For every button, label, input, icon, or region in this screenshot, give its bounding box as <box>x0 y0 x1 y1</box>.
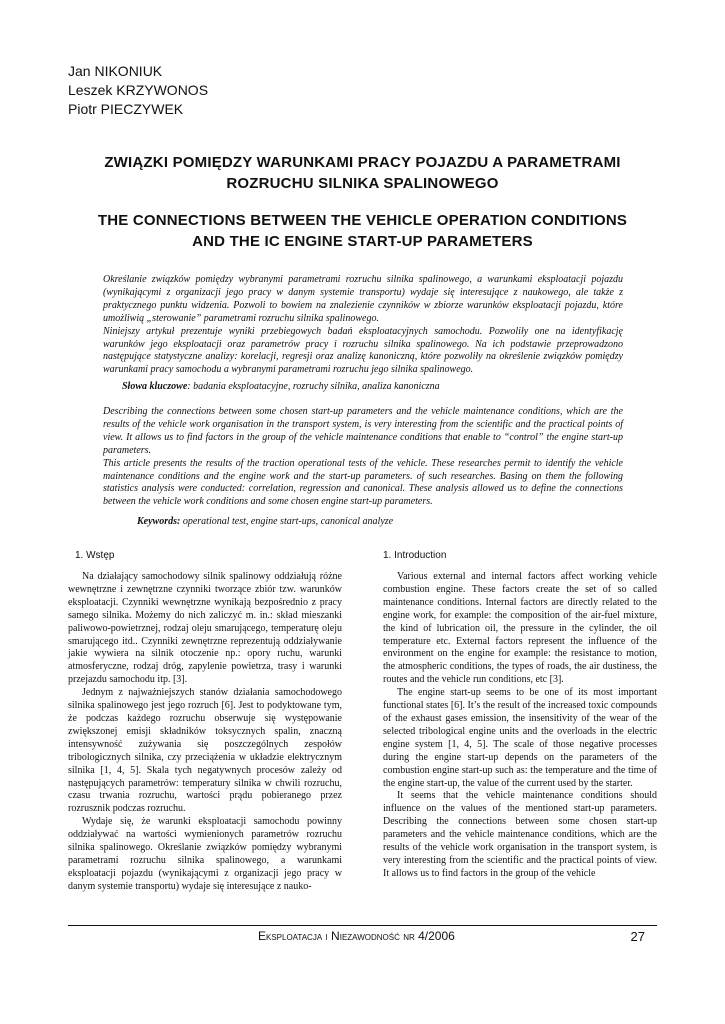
abstract-polish <box>103 274 623 377</box>
abstract-english <box>103 406 623 509</box>
abstract-paragraph: Describing the connections between some chosen start-up parameters and the vehicle maintenance conditions, which are the results of the vehicle work organisation in the transport system, is very interesting from the scientific and the practical points of view. It allows us to find factors in the group of the vehicle maintenance conditions that enable to “control” the engine start-up parameters. <box>103 406 623 456</box>
author-list <box>68 62 208 119</box>
keywords-english <box>137 515 393 528</box>
author-name: Piotr PIECZYWEK <box>68 101 184 117</box>
body-paragraph: Wydaje się, że warunki eksploatacji samochodu powinny oddziaływać na wartości wymienionych parametrów rozruchu silnika spalinowego. Określanie związków pomiędzy wybranymi parametrami rozruchu silnika spalinowego, a warunkami eksploatacji pojazdu (wynikającymi z organizacji jego pracy w danym systemie transportu) wydaje się interesujące z nauko- <box>68 816 342 892</box>
body-paragraph: Na działający samochodowy silnik spalinowy oddziałują różne wewnętrzne i zewnętrzne czynniki tworzące zbiór tzw. warunków eksploatacji. Czynniki wewnętrzne wynikają bezpośrednio z pracy samego silnika. Możemy do nich zaliczyć m. in.: skład mieszanki paliwowo-powietrznej, rodzaj oleju smarującego, temperaturę oleju smarującego itd.. Czynniki zewnętrzne reprezentują oddziaływanie jakie wywiera na silnik otoczenie np.: opory ruchu, warunki atmosferyczne, rodzaj dróg, zapylenie powietrza, trasy i warunki przejazdu samochodu itp. [3]. <box>68 571 342 686</box>
abstract-paragraph: Określanie związków pomiędzy wybranymi parametrami rozruchu silnika spalinowego, a warunkami eksploatacji pojazdu (wynikającymi z organizacji jego pracy w danym systemie transportu) wydaje się interesujące z naukowego, ale także z praktycznego punktu widzenia. Pozwoli to bowiem na znalezienie czynników w zbiorze warunków eksploatacji pojazdu, które umożliwią „sterowanie” parametrami rozruchu silnika spalinowego. <box>103 274 623 324</box>
body-paragraph: It seems that the vehicle maintenance conditions should influence on the values of the mentioned start-up parameters. Describing the connections between some chosen start-up parameters and the vehicle maintenance conditions, which are the results of the vehicle work organisation in the transport system, is very interesting from the scientific and the practical points of view. It allows us to find factors in the group of the vehicle <box>383 790 657 879</box>
title-line: ROZRUCHU SILNIKA SPALINOWEGO <box>226 175 499 192</box>
journal-name: Eksploatacja i Niezawodność nr 4/2006 <box>258 929 455 943</box>
keywords-polish <box>122 380 440 393</box>
body-paragraph: Jednym z najważniejszych stanów działania samochodowego silnika spalinowego jest jego rozruch [6]. Jest to podyktowane tym, że podczas każdego rozruchu obserwuje się występowanie zwiększonej emisji składników toksycznych spalin, znaczną intensywność zużywania się poszczególnych zespołów tribologicznych silnika, czy przeciążenia w układzie elektrycznym silnika [1, 4, 5]. Skala tych negatywnych procesów zależy od następujących parametrów: temperatury silnika w chwili rozruchu, czasu trwania rozruchu, wartości prądu pobieranego przez rozrusznik podczas rozruchu. <box>68 687 342 815</box>
section-heading-right: 1. Introduction <box>383 550 447 561</box>
body-column-left <box>68 571 342 894</box>
title-english <box>60 210 665 252</box>
title-line: AND THE IC ENGINE START-UP PARAMETERS <box>192 233 533 250</box>
abstract-paragraph: This article presents the results of the traction operational tests of the vehicle. These researches permit to identify the vehicle maintenance conditions and the engine work and the start-up parameters. of such researches. Basing on them the following statistics analysis were conducted: correlation, regression and canonical. These analysis allowed us to define the connections between the vehicle work conditions and some chosen engine start-up parameters. <box>103 457 623 508</box>
abstract-paragraph: Niniejszy artykuł prezentuje wyniki przebiegowych badań eksploatacyjnych samochodu. Pozwoliły one na identyfikację warunków jego eksploatacji oraz parametrów pracy i rozruchu silnika spalinowego. Na ich podstawie przeprowadzono następujące statystyczne analizy: korelacji, regresji oraz analizę kanoniczną, które pozwoliły na określenie związków pomiędzy warunkami pracy samochodu a wybranymi parametrami rozruchu jego silnika spalinowego. <box>103 325 623 376</box>
page-number: 27 <box>630 929 645 944</box>
title-polish <box>60 152 665 194</box>
keywords-label: Keywords: <box>137 516 181 527</box>
author-name: Jan NIKONIUK <box>68 63 163 79</box>
body-paragraph: Various external and internal factors affect working vehicle combustion engine. These factors create the set of so called maintenance conditions. Internal factors are directly related to the engine work, for example: the composition of the air-fuel mixture, the kind of lubrication oil, the pressure in the cylinder, the oil temperature etc. External factors represent the influence of the environment on the engine for example: the resistance to motion, the atmospheric conditions, the types of roads, the air dustiness, the routes and the vehicle run conditions, etc [3]. <box>383 571 657 686</box>
title-line: ZWIĄZKI POMIĘDZY WARUNKAMI PRACY POJAZDU A PARAMETRAMI <box>104 154 621 171</box>
keywords-label: Słowa kluczowe <box>122 381 188 392</box>
body-column-right <box>383 571 657 881</box>
keywords-text: : badania eksploatacyjne, rozruchy silnika, analiza kanoniczna <box>187 381 440 392</box>
title-line: THE CONNECTIONS BETWEEN THE VEHICLE OPERATION CONDITIONS <box>97 212 628 229</box>
author-name: Leszek KRZYWONOS <box>68 82 209 98</box>
footer-divider <box>68 925 657 926</box>
keywords-text: operational test, engine start-ups, canonical analyze <box>180 516 394 527</box>
section-heading-left: 1. Wstęp <box>75 550 115 561</box>
body-paragraph: The engine start-up seems to be one of its most important functional states [6]. It’s the result of the increased toxic compounds of the exhaust gases emission, the insensitivity of the wear of the selected tribological engine units and the overloads in the electric engine system [1, 4, 5]. The scale of those negative processes during the engine start-up depends on the parameters of the combustion engine start-up such as: the temperature and the time of the engine start-up, the value of the current used by the starter. <box>383 687 657 789</box>
